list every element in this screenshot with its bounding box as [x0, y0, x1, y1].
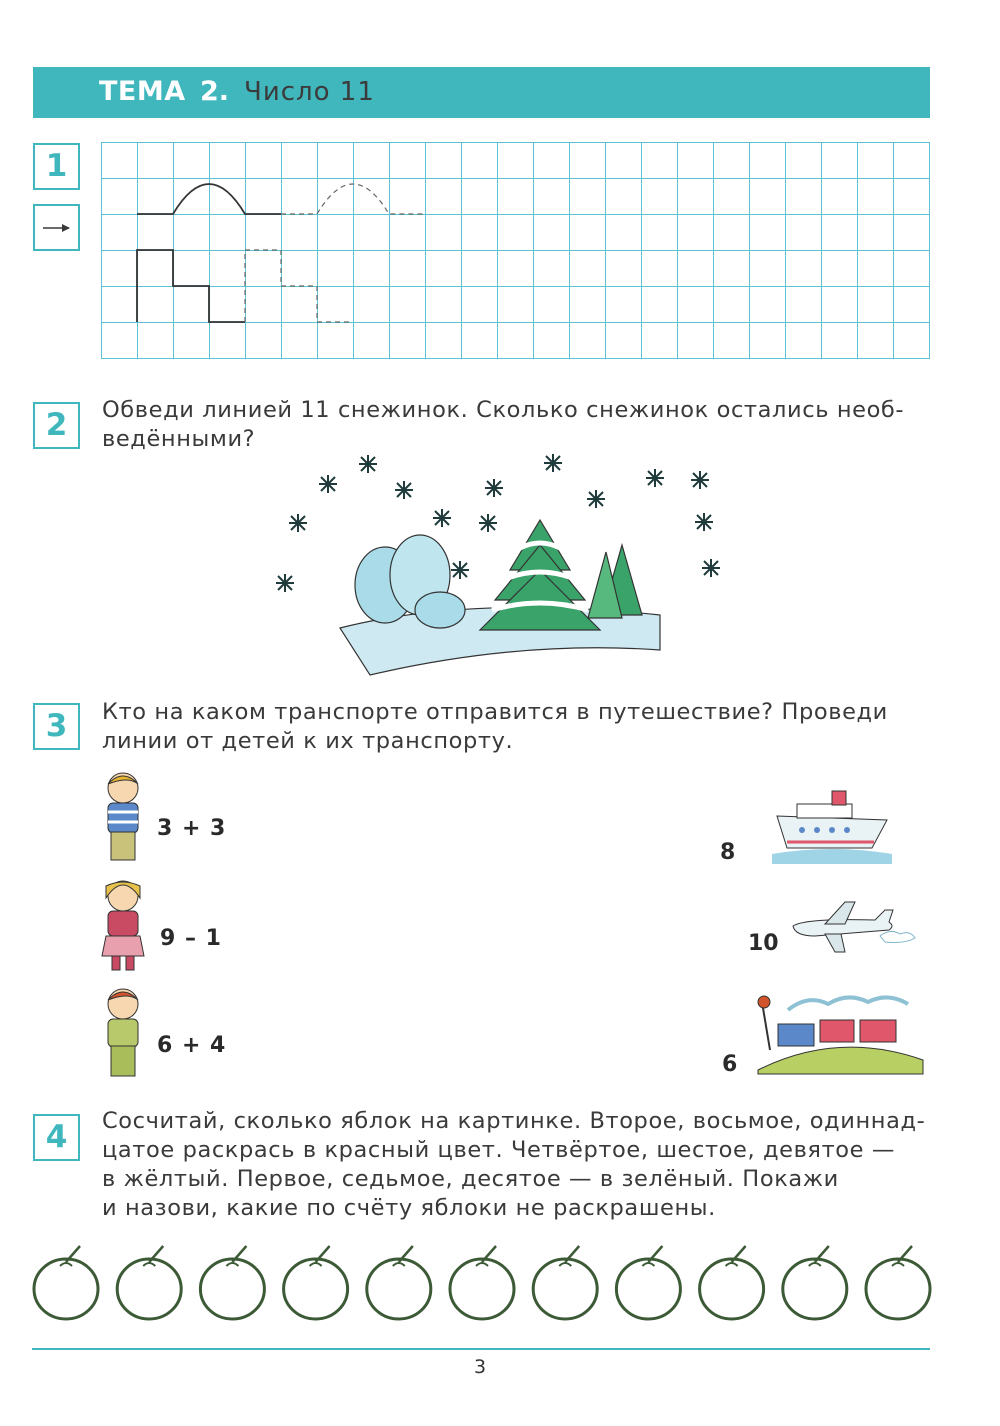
- apple-outline-icon[interactable]: [34, 1246, 98, 1319]
- task-3-badge: 3: [33, 703, 80, 750]
- arrow-right-icon: [33, 204, 80, 251]
- boy-icon[interactable]: [98, 768, 148, 866]
- apple-outline-icon[interactable]: [616, 1246, 680, 1319]
- task-4-text: [102, 1107, 930, 1223]
- task-1-badge: 1: [33, 143, 80, 190]
- task-2-line-2: ведёнными?: [102, 426, 256, 452]
- snowflake-icon: [395, 481, 413, 499]
- girl-icon[interactable]: [98, 876, 148, 974]
- snowflake-icon: [479, 514, 497, 532]
- apple-outline-icon[interactable]: [866, 1246, 930, 1319]
- snowflake-icon: [695, 513, 713, 531]
- apple-outline-icon[interactable]: [783, 1246, 847, 1319]
- task-4-line-2: цатое раскрась в красный цвет. Четвёртое, шестое, девятое —: [102, 1137, 895, 1163]
- winter-snowflakes-illustration[interactable]: [270, 450, 730, 680]
- continue-arrow-badge: [33, 204, 80, 251]
- snowflake-icon: [319, 475, 337, 493]
- task-4-line-4: и назови, какие по счёту яблоки не раскрашены.: [102, 1195, 716, 1221]
- snowflake-icon: [289, 514, 307, 532]
- apple-outline-icon[interactable]: [117, 1246, 181, 1319]
- bottom-rule: [32, 1348, 930, 1350]
- apple-outline-icon[interactable]: [700, 1246, 764, 1319]
- topic-number: 2.: [200, 76, 230, 107]
- vehicle-1-number: 8: [720, 840, 736, 865]
- child-3-expression: 6 + 4: [157, 1033, 227, 1058]
- pattern-grid[interactable]: [101, 142, 931, 362]
- topic-banner: [33, 67, 930, 118]
- snowflake-icon: [485, 479, 503, 497]
- task-4-line-1: Сосчитай, сколько яблок на картинке. Второе, восьмое, одиннад-: [102, 1108, 926, 1134]
- boy-redhair-icon[interactable]: [98, 984, 148, 1082]
- ship-icon[interactable]: [772, 786, 892, 868]
- snowflake-icon: [587, 490, 605, 508]
- snowflake-icon: [433, 509, 451, 527]
- snowflake-icon: [646, 469, 664, 487]
- task-3-line-1: Кто на каком транспорте отправится в путешествие? Проведи: [102, 699, 888, 725]
- task-4-badge: 4: [33, 1114, 80, 1161]
- task-3-line-2: линии от детей к их транспорту.: [102, 728, 514, 754]
- snowflake-icon: [691, 471, 709, 489]
- task-2-line-1: Обведи линией 11 снежинок. Сколько снежинок остались необ-: [102, 397, 905, 423]
- pine-trees-icon: [588, 545, 642, 618]
- vehicle-3-number: 6: [722, 1052, 738, 1077]
- task-4-line-3: в жёлтый. Первое, седьмое, десятое — в зелёный. Покажи: [102, 1166, 839, 1192]
- task-3-text: [102, 698, 930, 756]
- apple-outline-icon[interactable]: [367, 1246, 431, 1319]
- apples-row: [30, 1245, 950, 1325]
- snowflake-icon: [359, 455, 377, 473]
- airplane-icon[interactable]: [785, 896, 925, 956]
- snowflake-icon: [702, 559, 720, 577]
- topic-title: Число 11: [244, 77, 375, 107]
- apple-outline-icon[interactable]: [284, 1246, 348, 1319]
- page-number: 3: [473, 1356, 487, 1378]
- snowflake-icon: [276, 574, 294, 592]
- apple-outline-icon[interactable]: [450, 1246, 514, 1319]
- apple-outline-icon[interactable]: [200, 1246, 264, 1319]
- task-2-text: [102, 396, 930, 454]
- snowflake-icon: [451, 561, 469, 579]
- vehicle-2-number: 10: [748, 931, 779, 956]
- fir-tree-icon: [480, 520, 600, 630]
- topic-label: ТЕМА: [99, 76, 186, 107]
- train-icon[interactable]: [748, 990, 928, 1074]
- snowflake-icon: [544, 454, 562, 472]
- apple-outline-icon[interactable]: [533, 1246, 597, 1319]
- task-2-badge: 2: [33, 402, 80, 449]
- child-1-expression: 3 + 3: [157, 816, 227, 841]
- child-2-expression: 9 – 1: [160, 926, 222, 951]
